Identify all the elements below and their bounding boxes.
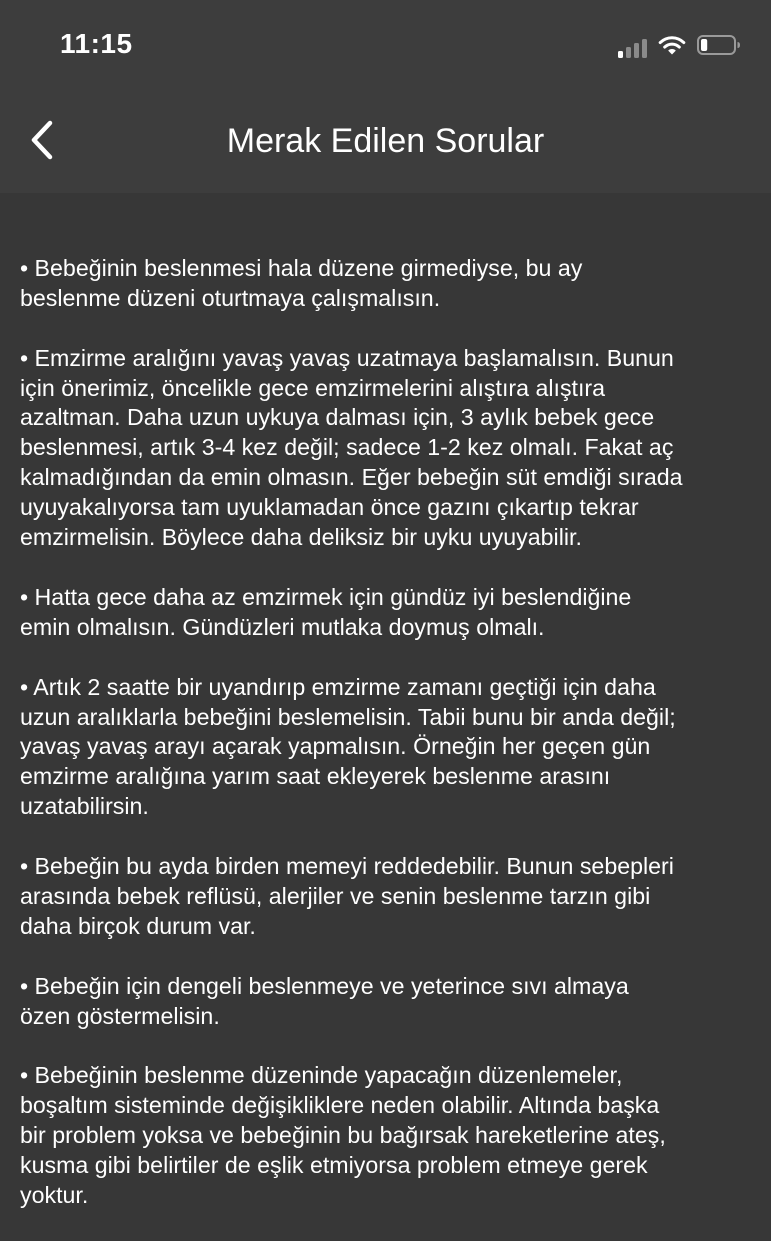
bullet-paragraph: • Bebeğinin beslenme düzeninde yapacağın düzenlemeler, boşaltım sisteminde değişikliklere neden olabilir. Altında başka bir problem yoksa ve bebeğinin bu bağırsak hareketlerine ateş, kusma gibi belirtiler de eşlik etmiyorsa problem etmeye gerek yoktur. — [20, 1062, 666, 1208]
bullet-paragraph: • Bebeğinin beslenmesi hala düzene girmediyse, bu ay beslenme düzeni oturtmaya çalışmalısın. — [20, 254, 583, 311]
status-bar — [0, 0, 771, 90]
status-icons — [618, 34, 741, 61]
bullet-paragraph: • Hatta gece daha az emzirmek için gündüz iyi beslendiğine emin olmalısın. Gündüzleri mutlaka doymuş olmalı. — [20, 583, 632, 640]
header — [0, 0, 771, 193]
bullet-paragraph: • Bebeğin bu ayda birden memeyi reddedebilir. Bunun sebepleri arasında bebek reflüsü, alerjiler ve senin beslenme tarzın gibi daha birçok durum var. — [20, 853, 674, 939]
battery-icon — [697, 34, 741, 61]
bullet-paragraph: • Bebeğin için dengeli beslenmeye ve yeterince sıvı almaya özen göstermelisin. — [20, 972, 629, 1029]
cellular-signal-icon — [618, 38, 647, 58]
bullet-paragraph: • Emzirme aralığını yavaş yavaş uzatmaya başlamalısın. Bunun için önerimiz, öncelikle gece emzirmelerini alıştıra alıştıra azaltman. Daha uzun uykuya dalması için, 3 aylık bebek gece beslenmesi, artık 3-4 kez değil; sadece 1-2 kez olmalı. Fakat aç kalmadığından da emin olmasın. Eğer bebeğin süt emdiği sırada uyuyakalıyorsa tam uyuklamadan önce gazını çıkartıp tekrar emzirmelisin. Böylece daha deliksiz bir uyku uyuyabilir. — [20, 344, 683, 551]
bullet-paragraph: • Artık 2 saatte bir uyandırıp emzirme zamanı geçtiği için daha uzun aralıklarla bebeğini beslemelisin. Tabii bunu bir anda değil; yavaş yavaş arayı açarak yapmalısın. Örneğin her geçen gün emzirme aralığına yarım saat ekleyerek beslenme arasını uzatabilirsin. — [20, 673, 676, 820]
page-title: Merak Edilen Sorular — [226, 122, 545, 160]
navigation-bar — [0, 95, 771, 193]
wifi-icon — [657, 34, 687, 61]
status-time: 11:15 — [60, 28, 133, 59]
faq-answer-text — [20, 224, 768, 1241]
